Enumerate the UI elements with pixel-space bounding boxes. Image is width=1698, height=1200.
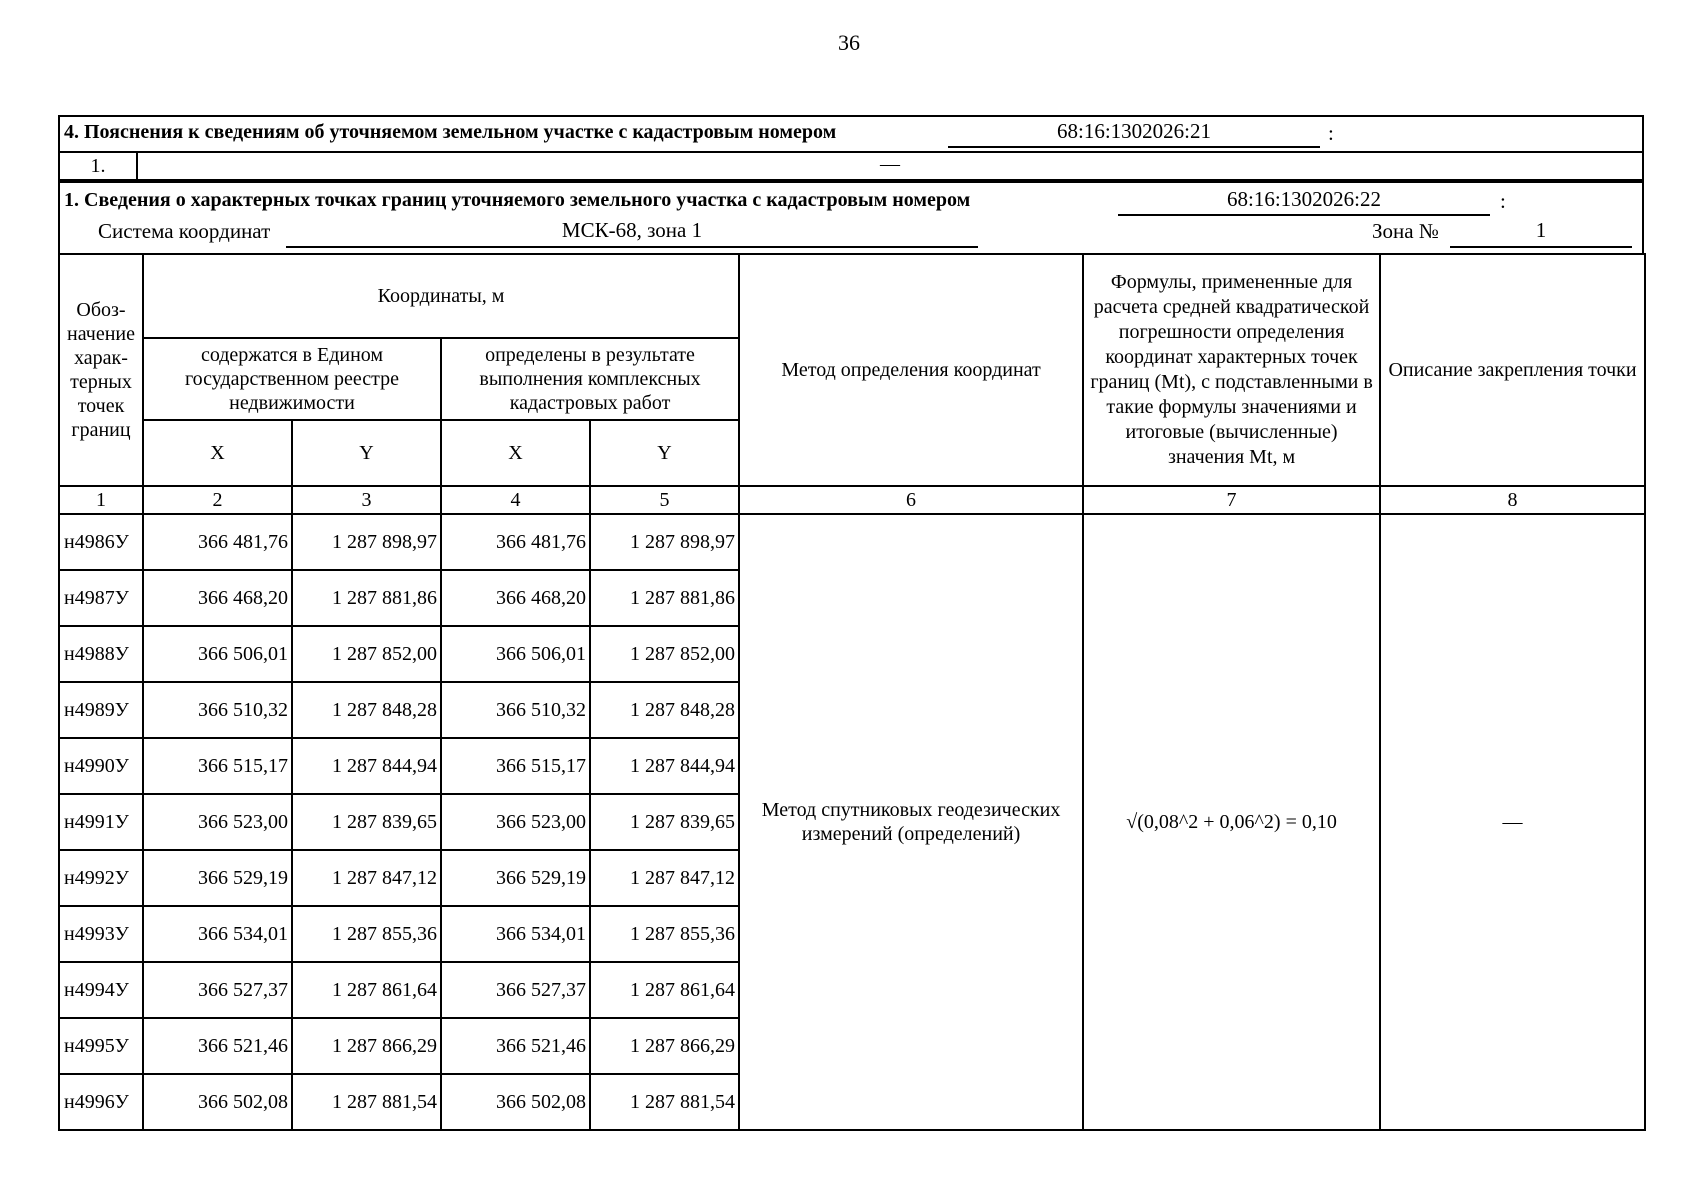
- x-egrn-cell: 366 481,76: [143, 514, 292, 570]
- y-complex-cell: 1 287 898,97: [590, 514, 739, 570]
- section-1-title: 1. Сведения о характерных точках границ уточняемого земельного участка с кадастровым номером: [64, 189, 971, 211]
- section-4-header: [60, 117, 1642, 153]
- header-designation: Обоз- начение харак- терных точек границ: [59, 254, 143, 486]
- y-complex-cell: 1 287 844,94: [590, 738, 739, 794]
- section-4-title: 4. Пояснения к сведениям об уточняемом земельном участке с кадастровым номером: [64, 121, 837, 143]
- point-designation: н4991У: [59, 794, 143, 850]
- y-egrn-cell: 1 287 855,36: [292, 906, 441, 962]
- header-formulas: Формулы, примененные для расчета средней квадратической погрешности определения координат характерных точек границ (Mt), с подставленными в такие формулы значениями и итоговые (вычисленные) значения Mt, м: [1083, 254, 1380, 486]
- zone-label: Зона №: [1372, 219, 1439, 243]
- x-complex-cell: 366 502,08: [441, 1074, 590, 1130]
- header-method: Метод определения координат: [739, 254, 1083, 486]
- section-4-row-number: 1.: [60, 153, 138, 179]
- x-complex-cell: 366 515,17: [441, 738, 590, 794]
- x-egrn-cell: 366 515,17: [143, 738, 292, 794]
- x-egrn-cell: 366 529,19: [143, 850, 292, 906]
- method-cell: Метод спутниковых геодезических измерений (определений): [739, 514, 1083, 1130]
- x-egrn-cell: 366 506,01: [143, 626, 292, 682]
- y-egrn-cell: 1 287 847,12: [292, 850, 441, 906]
- table-row: [59, 514, 1645, 570]
- x-egrn-cell: 366 521,46: [143, 1018, 292, 1074]
- y-complex-cell: 1 287 855,36: [590, 906, 739, 962]
- section-4-cadastral-number: 68:16:1302026:21: [948, 119, 1320, 148]
- x-complex-cell: 366 506,01: [441, 626, 590, 682]
- x-complex-cell: 366 527,37: [441, 962, 590, 1018]
- point-designation: н4996У: [59, 1074, 143, 1130]
- y-egrn-cell: 1 287 861,64: [292, 962, 441, 1018]
- y-complex-cell: 1 287 861,64: [590, 962, 739, 1018]
- column-number: 3: [292, 486, 441, 514]
- y-complex-cell: 1 287 866,29: [590, 1018, 739, 1074]
- document-frame: [58, 115, 1644, 1128]
- column-number: 6: [739, 486, 1083, 514]
- x-complex-cell: 366 468,20: [441, 570, 590, 626]
- point-designation: н4989У: [59, 682, 143, 738]
- coord-system-value: МСК-68, зона 1: [286, 218, 978, 248]
- y-egrn-cell: 1 287 839,65: [292, 794, 441, 850]
- column-number: 1: [59, 486, 143, 514]
- point-designation: н4990У: [59, 738, 143, 794]
- y-egrn-cell: 1 287 852,00: [292, 626, 441, 682]
- description-cell: —: [1380, 514, 1645, 1130]
- header-y-complex: Y: [590, 420, 739, 486]
- header-egrn: содержатся в Едином государственном реестре недвижимости: [143, 338, 441, 420]
- point-designation: н4992У: [59, 850, 143, 906]
- point-designation: н4995У: [59, 1018, 143, 1074]
- point-designation: н4986У: [59, 514, 143, 570]
- y-egrn-cell: 1 287 881,54: [292, 1074, 441, 1130]
- y-complex-cell: 1 287 839,65: [590, 794, 739, 850]
- formula-cell: √(0,08^2 + 0,06^2) = 0,10: [1083, 514, 1380, 1130]
- column-number: 2: [143, 486, 292, 514]
- header-description: Описание закрепления точки: [1380, 254, 1645, 486]
- section-1-colon: :: [1500, 189, 1506, 213]
- section-1-header: [58, 181, 1644, 253]
- point-designation: н4993У: [59, 906, 143, 962]
- section-4-row-value: —: [880, 153, 900, 175]
- column-number: 8: [1380, 486, 1645, 514]
- section-4-row: [60, 153, 1642, 179]
- column-numbers-row: [59, 486, 1645, 514]
- zone-value: 1: [1450, 218, 1632, 248]
- point-designation: н4994У: [59, 962, 143, 1018]
- y-complex-cell: 1 287 881,86: [590, 570, 739, 626]
- coord-system-label: Система координат: [98, 219, 271, 243]
- header-coordinates: Координаты, м: [143, 254, 739, 338]
- x-egrn-cell: 366 534,01: [143, 906, 292, 962]
- point-designation: н4987У: [59, 570, 143, 626]
- x-complex-cell: 366 534,01: [441, 906, 590, 962]
- header-x-egrn: X: [143, 420, 292, 486]
- point-designation: н4988У: [59, 626, 143, 682]
- x-egrn-cell: 366 502,08: [143, 1074, 292, 1130]
- y-complex-cell: 1 287 848,28: [590, 682, 739, 738]
- x-complex-cell: 366 523,00: [441, 794, 590, 850]
- y-complex-cell: 1 287 852,00: [590, 626, 739, 682]
- y-egrn-cell: 1 287 898,97: [292, 514, 441, 570]
- x-egrn-cell: 366 510,32: [143, 682, 292, 738]
- column-number: 7: [1083, 486, 1380, 514]
- page-number: 36: [838, 30, 860, 55]
- x-egrn-cell: 366 523,00: [143, 794, 292, 850]
- y-complex-cell: 1 287 847,12: [590, 850, 739, 906]
- section-1-cadastral-number: 68:16:1302026:22: [1118, 187, 1490, 216]
- y-egrn-cell: 1 287 844,94: [292, 738, 441, 794]
- points-table: [58, 253, 1646, 1131]
- y-complex-cell: 1 287 881,54: [590, 1074, 739, 1130]
- x-complex-cell: 366 510,32: [441, 682, 590, 738]
- header-complex: определены в результате выполнения комплексных кадастровых работ: [441, 338, 739, 420]
- header-x-complex: X: [441, 420, 590, 486]
- x-egrn-cell: 366 527,37: [143, 962, 292, 1018]
- y-egrn-cell: 1 287 881,86: [292, 570, 441, 626]
- column-number: 4: [441, 486, 590, 514]
- y-egrn-cell: 1 287 866,29: [292, 1018, 441, 1074]
- x-complex-cell: 366 481,76: [441, 514, 590, 570]
- column-number: 5: [590, 486, 739, 514]
- header-y-egrn: Y: [292, 420, 441, 486]
- x-complex-cell: 366 529,19: [441, 850, 590, 906]
- x-egrn-cell: 366 468,20: [143, 570, 292, 626]
- y-egrn-cell: 1 287 848,28: [292, 682, 441, 738]
- section-4-box: [58, 115, 1644, 181]
- x-complex-cell: 366 521,46: [441, 1018, 590, 1074]
- section-4-colon: :: [1328, 121, 1334, 145]
